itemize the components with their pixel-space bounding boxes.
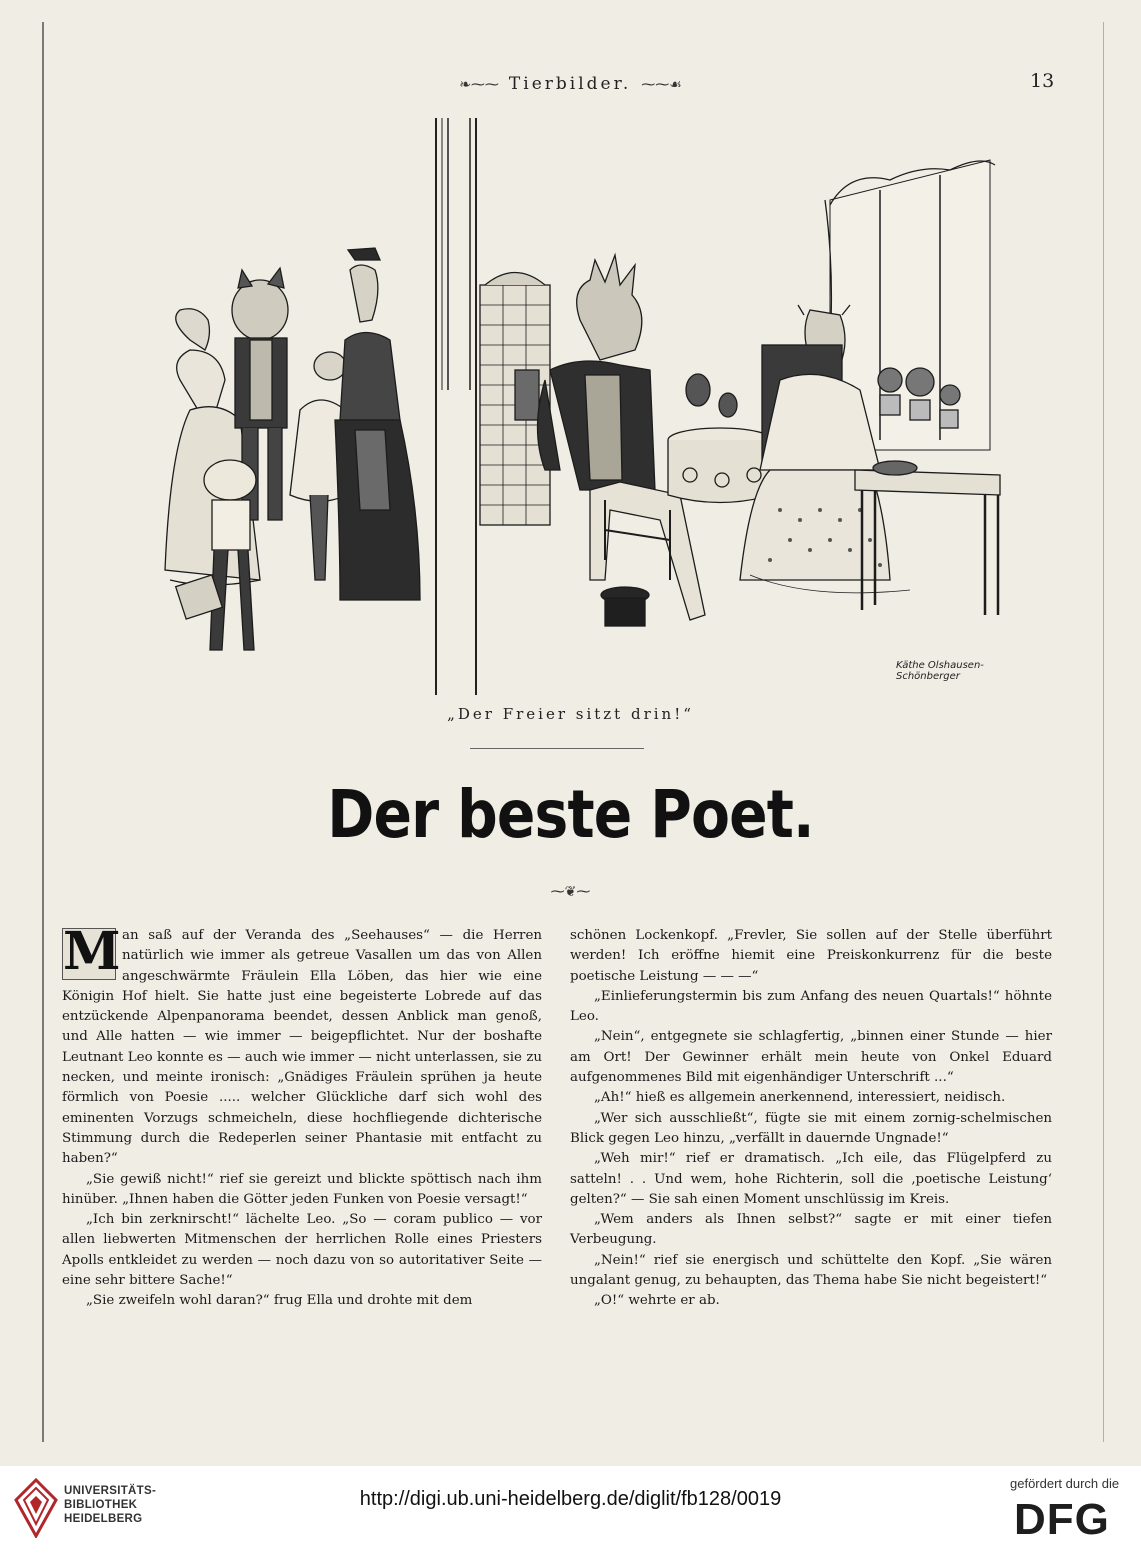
article-title: Der beste Poet. xyxy=(327,776,814,853)
page-number: 13 xyxy=(1030,70,1055,92)
artist-signature xyxy=(896,660,984,682)
drop-cap: M xyxy=(63,921,121,982)
running-head xyxy=(0,74,1141,94)
permalink-url[interactable]: http://digi.ub.uni-heidelberg.de/diglit/fb128/0019 xyxy=(359,1488,782,1510)
paragraph: „Ich bin zerknirscht!“ lächelte Leo. „So — coram publico — vor allen liebwerten Mitmenschen der herrlichen Rolle eines Priesters Apolls entkleidet zu werden — noch dazu von so autoritativer Seite — eine sehr bittere Sache!“ xyxy=(62,1212,542,1289)
paragraph: „Wer sich ausschließt“, fügte sie mit einem zornig-schelmischen Blick gegen Leo hinzu, „verfällt in dauernde Ungnade!“ xyxy=(570,1110,1052,1146)
library-line-3: HEIDELBERG xyxy=(64,1513,143,1525)
paragraph: „Ah!“ hieß es allgemein anerkennend, interessiert, neidisch. xyxy=(594,1090,1006,1106)
dfg-logo[interactable]: DFG xyxy=(1014,1495,1110,1544)
viewer-footer xyxy=(0,1466,1141,1553)
funded-by-label: gefördert durch die xyxy=(1010,1476,1120,1491)
text-column-left xyxy=(62,921,542,1312)
paragraph: „Wem anders als Ihnen selbst?“ sagte er mit einer tiefen Verbeugung. xyxy=(570,1212,1052,1248)
curtain-pillar xyxy=(436,118,476,695)
text-column-right xyxy=(570,926,1052,1312)
paragraph: „Nein“, entgegnete sie schlagfertig, „binnen einer Stunde — hier am Ort! Der Gewinner erhält mein heute von Onkel Eduard aufgenommenes Bild mit eigenhändiger Unterschrift ...“ xyxy=(570,1029,1052,1086)
paragraph-text: an saß auf der Veranda des „Seehauses“ — die Herren natürlich wie immer als getreue Vasallen um das von Allen angeschwärmte Fräulein Ella Löben, das hier wie eine Königin Hof hielt. Sie hatte just eine begeisterte Lobrede auf das entzückende Alpenpanorama beendet, dessen Anblick man genoß, und Alle hatten — wie immer — beigepflichtet. Nur der boshafte Leutnant Leo konnte es — auch wie immer — nicht unterlassen, sie zu necken, und meinte ironisch: „Gnädiges Fräulein sprühen ja heute förmlich von Poesie ..... welcher Glückliche darf sich wohl des eminenten Vorzugs schmeicheln, diese hochfliegende dichterische Stimmung durch die Redeperlen seiner Phantasie mit entfacht zu haben?“ xyxy=(62,928,542,1167)
library-line-2: BIBLIOTHEK xyxy=(64,1499,138,1511)
ornament-right-icon: ⁓⁓☙ xyxy=(641,77,682,93)
running-head-text: Tierbilder. xyxy=(508,74,632,94)
title-ornament-icon: ⁓❦⁓ xyxy=(550,884,591,900)
library-line-1: UNIVERSITÄTS- xyxy=(64,1485,157,1497)
illustration-drawing xyxy=(150,110,1010,695)
illustration-caption: „Der Freier sitzt drin!“ xyxy=(447,705,694,723)
paragraph: „Nein!“ rief sie energisch und schüttelte den Kopf. „Sie wären ungalant genug, zu behaupten, das Thema habe Sie nicht begeistert!“ xyxy=(570,1252,1052,1289)
paragraph: „Sie zweifeln wohl daran?“ frug Ella und drohte mit dem xyxy=(86,1293,473,1309)
ornament-left-icon: ❧⁓⁓ xyxy=(459,77,499,93)
illustration xyxy=(150,110,1010,695)
paragraph: „Weh mir!“ rief er dramatisch. „Ich eile, das Flügelpferd zu satteln! . . Und wem, hohe Richterin, soll die ‚poetische Leistung‘ gelten?“ — Sie sah einen Moment unschlüssig im Kreis. xyxy=(570,1151,1052,1207)
signature-line-1: Käthe Olshausen- xyxy=(896,660,984,671)
left-scene xyxy=(165,248,420,650)
paragraph: „Sie gewiß nicht!“ rief sie gereizt und blickte spöttisch nach ihm hinüber. „Ihnen haben die Götter jeden Funken von Poesie versagt!“ xyxy=(62,1171,542,1207)
paragraph xyxy=(62,921,542,1170)
right-scene xyxy=(480,160,1000,626)
paragraph: „O!“ wehrte er ab. xyxy=(594,1293,720,1309)
paragraph: schönen Lockenkopf. „Frevler, Sie sollen auf der Stelle überführt werden! Ich eröffne hiemit eine Preiskonkurrenz für die beste poetische Leistung — — —“ xyxy=(570,928,1052,984)
divider-rule xyxy=(470,748,644,749)
paragraph: „Einlieferungstermin bis zum Anfang des neuen Quartals!“ höhnte Leo. xyxy=(570,988,1052,1025)
signature-line-2: Schönberger xyxy=(896,671,960,682)
